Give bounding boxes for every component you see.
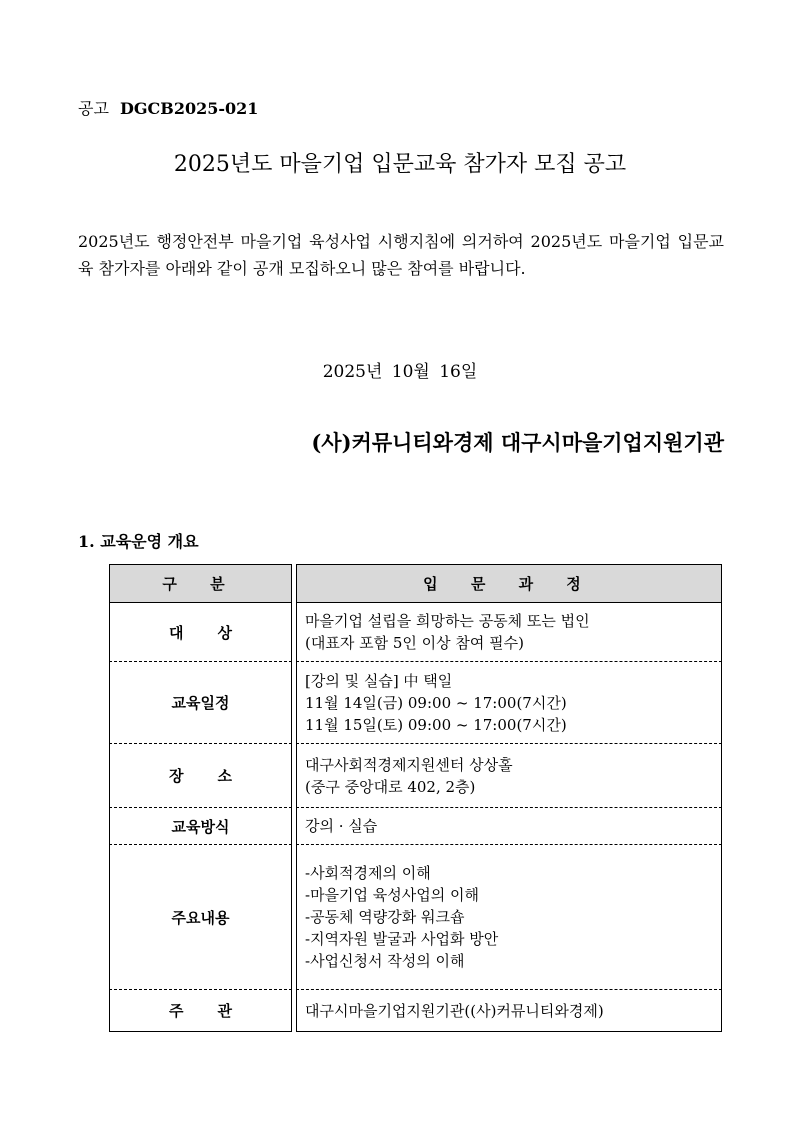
row-value: 대구시마을기업지원기관((사)커뮤니티와경제) <box>296 990 722 1032</box>
row-label: 교육방식 <box>109 808 292 845</box>
table-row <box>109 990 722 1032</box>
header-category: 구 분 <box>109 564 292 603</box>
row-value: [강의 및 실습] 中 택일 11월 14일(금) 09:00 ~ 17:00(7시간) 11월 15일(토) 09:00 ~ 17:00(7시간) <box>296 662 722 744</box>
notice-code: DGCB2025-021 <box>120 99 259 118</box>
table-row <box>109 744 722 808</box>
row-label: 주요내용 <box>109 845 292 990</box>
row-label: 주관 <box>109 990 292 1032</box>
table-row <box>109 808 722 845</box>
table-header-row <box>109 564 722 603</box>
row-value: 대구사회적경제지원센터 상상홀 (중구 중앙대로 402, 2층) <box>296 744 722 808</box>
row-label: 대상 <box>109 603 292 662</box>
document-title: 2025년도 마을기업 입문교육 참가자 모집 공고 <box>173 152 627 177</box>
notice-number <box>78 96 258 119</box>
overview-table <box>109 564 722 1032</box>
notice-date: 2025년 10월 16일 <box>322 362 478 382</box>
overview-table-wrapper <box>109 564 722 1032</box>
row-value: -사회적경제의 이해 -마을기업 육성사업의 이해 -공동체 역량강화 워크숍 -지역자원 발굴과 사업화 방안 -사업신청서 작성의 이해 <box>296 845 722 990</box>
row-value: 마을기업 설립을 희망하는 공동체 또는 법인 (대표자 포함 5인 이상 참여 필수) <box>296 603 722 662</box>
section-heading: 1. 교육운영 개요 <box>78 532 199 551</box>
row-label: 장소 <box>109 744 292 808</box>
intro-paragraph: 2025년도 행정안전부 마을기업 육성사업 시행지침에 의거하여 2025년도 마을기업 입문교육 참가자를 아래와 같이 공개 모집하오니 많은 참여를 바랍니다. <box>78 232 724 278</box>
table-row <box>109 845 722 990</box>
header-course: 입 문 과 정 <box>296 564 722 603</box>
table-row <box>109 603 722 662</box>
row-label: 교육일정 <box>109 662 292 744</box>
table-row <box>109 662 722 744</box>
notice-prefix: 공고 <box>78 99 109 118</box>
row-value: 강의 · 실습 <box>296 808 722 845</box>
issuing-organization: (사)커뮤니티와경제 대구시마을기업지원기관 <box>311 430 724 455</box>
